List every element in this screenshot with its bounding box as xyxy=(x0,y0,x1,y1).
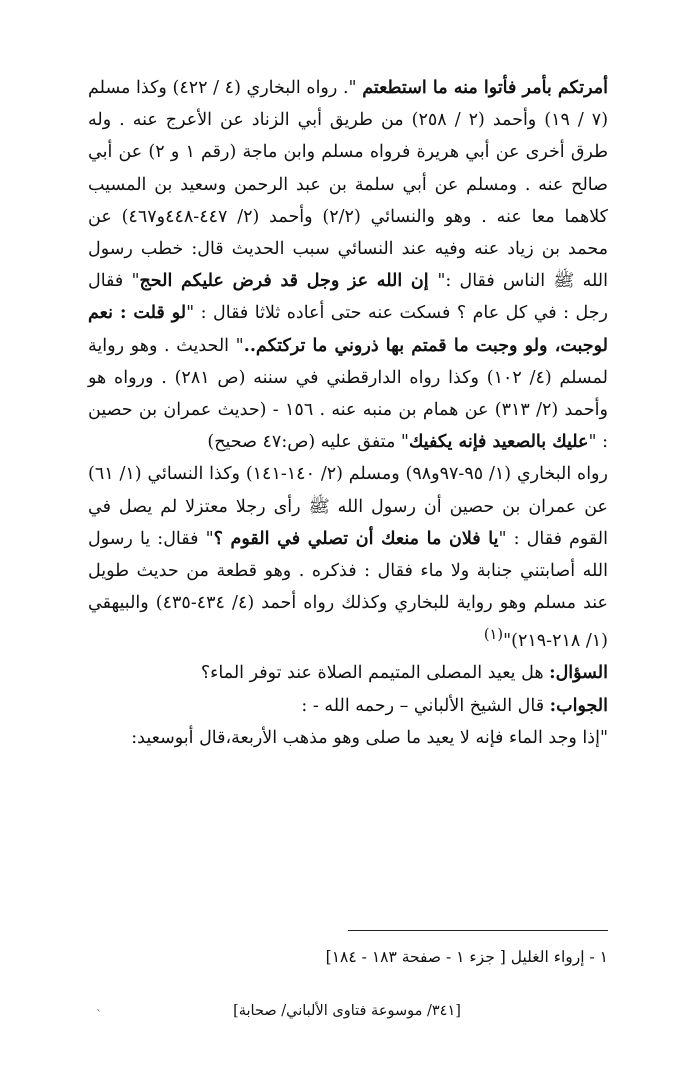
text-segment: ". رواه البخاري (٤ / ٤٢٢) وكذا مسلم (٧ / ١٩) وأحمد (٢ / ٢٥٨) من طريق أبي الزناد عن الأعرج عنه . وله طرق أخرى عن أبي هريرة فرواه مسلم وابن ماجة (رقم ١ و ٢) عن أبي صالح عنه . ومسلم عن أبي سلمة بن عبد الرحمن وسعيد بن المسيب كلاهما معا عنه . وهو والنسائي (٢/٢) وأحمد (٢/ ٤٤٧-٤٤٨و٤٦٧) عن محمد بن زياد عنه وفيه عند النسائي سبب الحديث قال: خطب رسول الله ﷺ الناس فقال :" xyxy=(88,78,609,292)
hadith-quote: لو قلت : نعم لوجبت، ولو وجبت ما قمتم بها ذروني ما تركتكم.. xyxy=(88,303,608,356)
text-segment: " الحديث . وهو رواية لمسلم (٤/ ١٠٢) وكذا رواه الدارقطني في سننه (ص ٢٨١) . ورواه هو وأحمد (٢/ ٣١٣) عن همام بن منبه عنه . ١٥٦ - (حديث عمران بن حصين : " xyxy=(88,335,608,453)
page-footer: [٣٤١/ موسوعة فتاوى الألباني/ صحابة] xyxy=(233,1003,461,1019)
quote-line: "إذا وجد الماء فإنه لا يعيد ما صلى وهو مذهب الأربعة،قال أبوسعيد: xyxy=(131,727,608,748)
footnote-divider xyxy=(348,930,608,931)
text-segment: " فقال: يا رسول الله أصابتني جنابة ولا ماء فقال : فذكره . وهو قطعة من حديث طويل عند مسلم وهو رواية للبخاري وكذلك رواه أحمد (٤/ ٤٣٤-٤٣٥) والبيهقي (١/ ٢١٨-٢١٩)" xyxy=(88,528,608,652)
text-segment: " متفق عليه (ص:٤٧ صحيح) xyxy=(207,432,409,453)
hadith-quote: عليك بالصعيد فإنه يكفيك xyxy=(408,432,589,453)
paragraph-main xyxy=(88,72,608,458)
answer-label: الجواب: xyxy=(549,695,608,716)
answer-line xyxy=(88,690,608,722)
answer-text: قال الشيخ الألباني – رحمه الله - : xyxy=(301,695,550,716)
question-label: السؤال: xyxy=(549,663,608,684)
footnote-marker: (١) xyxy=(483,626,504,644)
question-line xyxy=(88,657,608,689)
text-segment: " فقال رجل : في كل عام ؟ فسكت عنه حتى أعاده ثلاثا فقال : " xyxy=(88,271,609,324)
hadith-quote: أمرتكم بأمر فأتوا منه ما استطعتم xyxy=(362,78,608,98)
paragraph-second xyxy=(88,458,608,657)
question-text: هل يعيد المصلى المتيمم الصلاة عند توفر الماء؟ xyxy=(200,663,550,684)
corner-mark: ` xyxy=(96,1008,102,1022)
body-text xyxy=(88,72,608,754)
footnote: ١ - إرواء الغليل [ جزء ١ - صفحة ١٨٣ - ١٨٤] xyxy=(325,948,608,966)
hadith-quote: يا فلان ما منعك أن تصلي في القوم ؟ xyxy=(213,528,499,549)
text-segment: رواه البخاري (١/ ٩٥-٩٧و٩٨) ومسلم (٢/ ١٤٠-١٤١) وكذا النسائي (١/ ٦١) عن عمران بن حصين أن رسول الله ﷺ رأى رجلا معتزلا لم يصل في القوم فقال : " xyxy=(88,464,608,549)
hadith-quote: إن الله عز وجل قد فرض عليكم الحج xyxy=(139,271,438,292)
